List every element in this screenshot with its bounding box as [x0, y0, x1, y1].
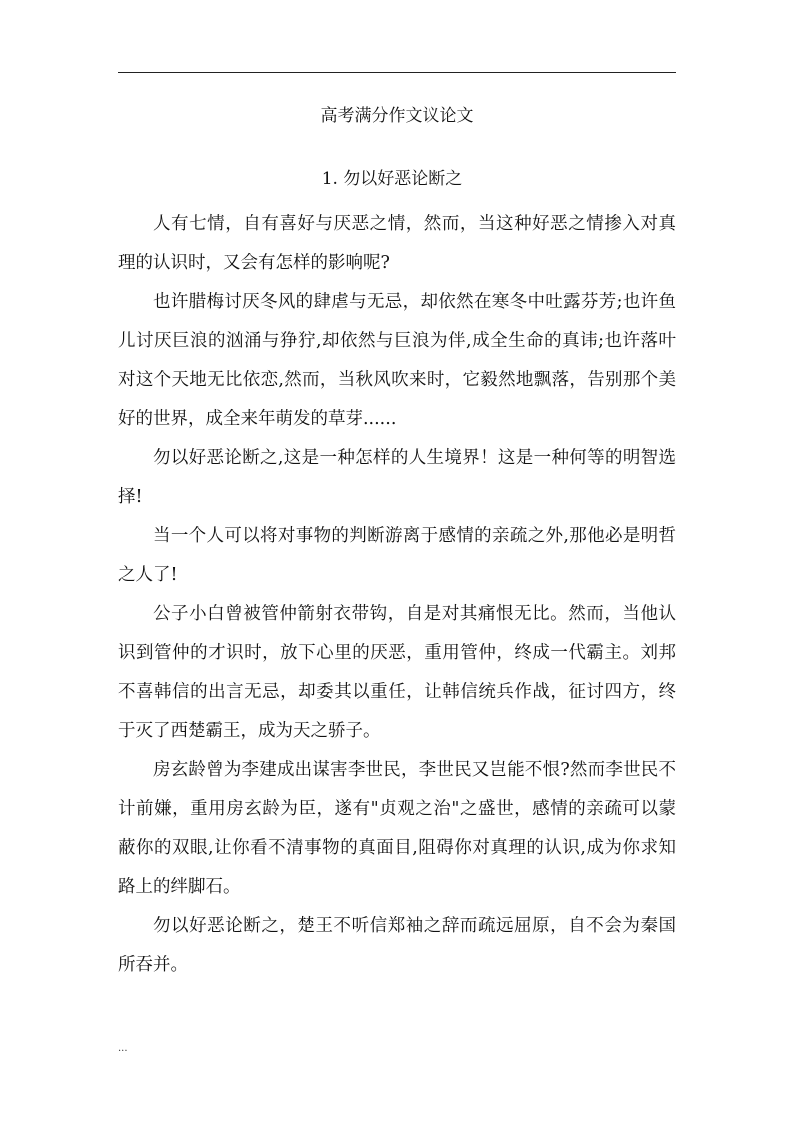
paragraph: 当一个人可以将对事物的判断游离于感情的亲疏之外,那他必是明哲之人了! [118, 526, 676, 585]
paragraph: 勿以好恶论断之,这是一种怎样的人生境界！这是一种何等的明智选择! [118, 448, 676, 507]
paragraph: 人有七情，自有喜好与厌恶之情，然而，当这种好恶之情掺入对真理的认识时，又会有怎样的影响呢? [118, 214, 676, 273]
body-text [118, 205, 676, 985]
document-title: 高考满分作文议论文 [320, 106, 474, 126]
paragraph: 也许腊梅讨厌冬风的肆虐与无忌，却依然在寒冬中吐露芬芳;也许鱼儿讨厌巨浪的汹涌与狰狞,却依然与巨浪为伴,成全生命的真讳;也许落叶对这个天地无比依恋,然而，当秋风吹来时，它毅然地飘落，告别那个美好的世界，成全来年萌发的草芽...... [118, 292, 676, 429]
paragraph: 公子小白曾被管仲箭射衣带钩，自是对其痛恨无比。然而，当他认识到管仲的才识时，放下心里的厌恶，重用管仲，终成一代霸主。刘邦不喜韩信的出言无忌，却委其以重任，让韩信统兵作战，征讨四方，终于灭了西楚霸王，成为天之骄子。 [118, 604, 676, 741]
paragraph: 勿以好恶论断之，楚王不听信郑袖之辞而疏远屈原，自不会为秦国所吞并。 [118, 916, 676, 975]
section-heading: 1. 勿以好恶论断之 [321, 169, 463, 189]
footer-mark: ... [118, 1043, 128, 1054]
header-rule [118, 72, 676, 73]
paragraph: 房玄龄曾为李建成出谋害李世民，李世民又岂能不恨?然而李世民不计前嫌，重用房玄龄为臣，遂有"贞观之治"之盛世，感情的亲疏可以蒙蔽你的双眼,让你看不清事物的真面目,阻碍你对真理的认识,成为你求知路上的绊脚石。 [118, 760, 676, 897]
